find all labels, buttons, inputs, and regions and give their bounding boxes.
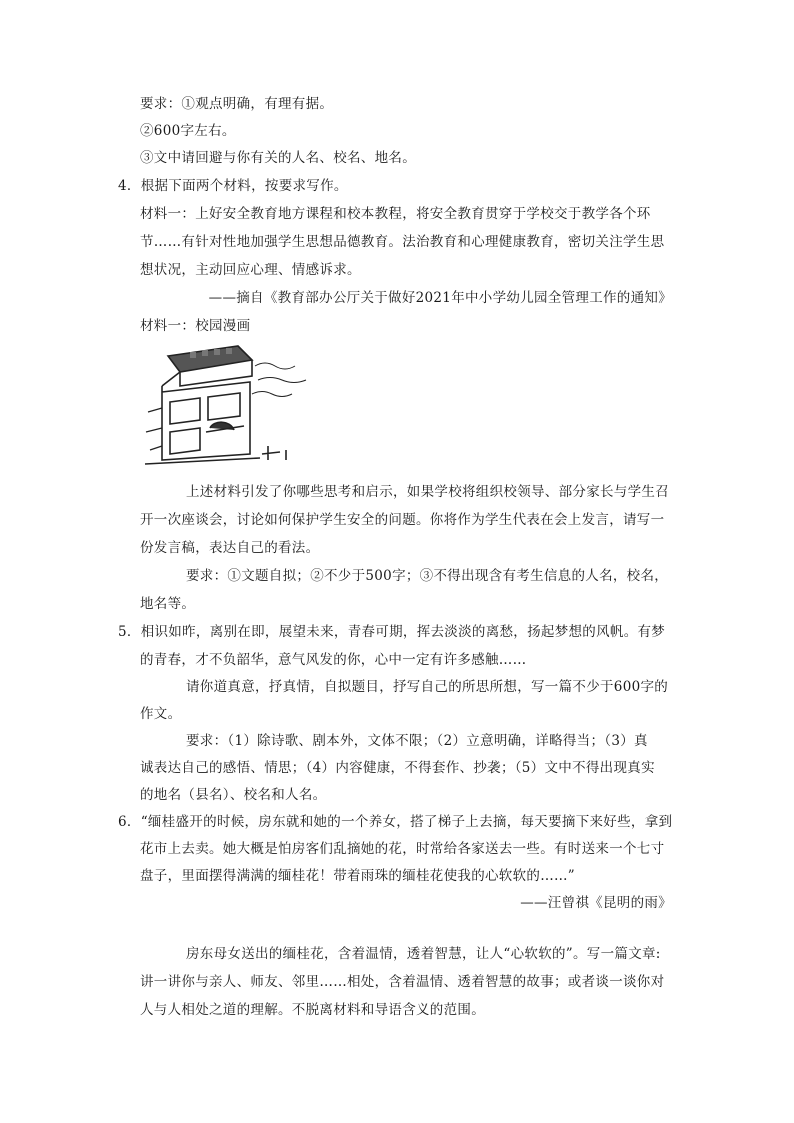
q5-stem-line1: 5．相识如昨，离别在即，展望未来，青春可期，挥去淡淡的离愁，扬起梦想的风帆。有梦 [118,624,666,640]
q4-prompt-line1: 上述材料引发了你哪些思考和启示，如果学校将组织校领导、部分家长与学生召 [186,484,669,500]
q6-prompt-line3: 人与人相处之道的理解。不脱离材料和导语含义的范围。 [140,1002,485,1018]
q6-quote-line3: 盘子，里面摆得满满的缅桂花！带着雨珠的缅桂花使我的心软软的……” [140,868,576,884]
q3-requirement-1: 要求：①观点明确，有理有据。 [140,96,334,112]
q3-requirement-3: ③文中请回避与你有关的人名、校名、地名。 [140,150,416,166]
q6-quote-line1: 6．“缅桂盛开的时候，房东就和她的一个养女，搭了梯子上去摘，每天要摘下来好些，拿到 [118,814,673,830]
q4-requirement-line2: 地名等。 [140,596,196,612]
q6-source-citation: ——汪曾祺《昆明的雨》 [520,895,672,911]
q5-stem-line4: 作文。 [140,706,182,722]
q4-requirement-line1: 要求：①文题自拟；②不少于500字；③不得出现含有考生信息的人名，校名， [186,568,669,584]
q5-stem-line3: 请你道真意，抒真情，自拟题目，抒写自己的所思所想，写一篇不少于600字的 [186,679,669,695]
q4-prompt-line3: 份发言稿，表达自己的看法。 [140,540,320,556]
q4-material1-line3: 想状况，主动回应心理、情感诉求。 [140,262,361,278]
q5-requirement-line3: 的地名（县名）、校名和人名。 [140,787,327,803]
q6-quote-line2: 花市上去卖。她大概是怕房客们乱摘她的花，时常给各家送去一些。有时送来一个七寸 [140,841,665,857]
q4-stem: 4．根据下面两个材料，按要求写作。 [118,178,348,194]
q5-requirement-line2: 诚表达自己的感悟、情思；（4）内容健康，不得套作、抄袭；（5）文中不得出现真实 [140,760,655,776]
q3-requirement-2: ②600字左右。 [140,123,236,139]
q6-prompt-line1: 房东母女送出的缅桂花，含着温情，透着智慧，让人“心软软的”。写一篇文章: [186,946,661,962]
q5-requirement-line1: 要求：（1）除诗歌、剧本外，文体不限；（2）立意明确，详略得当；（3）真 [186,733,648,749]
q4-material1-line1: 材料一：上好安全教育地方课程和校本教程，将安全教育贯穿于学校交于教学各个环 [140,206,651,222]
q5-stem-line2: 的青春，才不负韶华，意气风发的你，心中一定有许多感触…… [140,652,527,668]
q4-material1-line2: 节……有针对性地加强学生思想品德教育。法治教育和心理健康教育，密切关注学生思 [140,234,665,250]
q6-prompt-line2: 讲一讲你与亲人、师友、邻里……相处，含着温情、透着智慧的故事；或者谈一谈你对 [140,974,665,990]
q4-material2-label: 材料一：校园漫画 [140,318,251,334]
q4-prompt-line2: 开一次座谈会，讨论如何保护学生安全的问题。你将作为学生代表在会上发言，请写一 [140,512,665,528]
q4-source-citation: ——摘自《教育部办公厅关于做好2021年中小学幼儿园全管理工作的通知》 [208,290,672,306]
campus-comic-illustration [140,342,325,470]
